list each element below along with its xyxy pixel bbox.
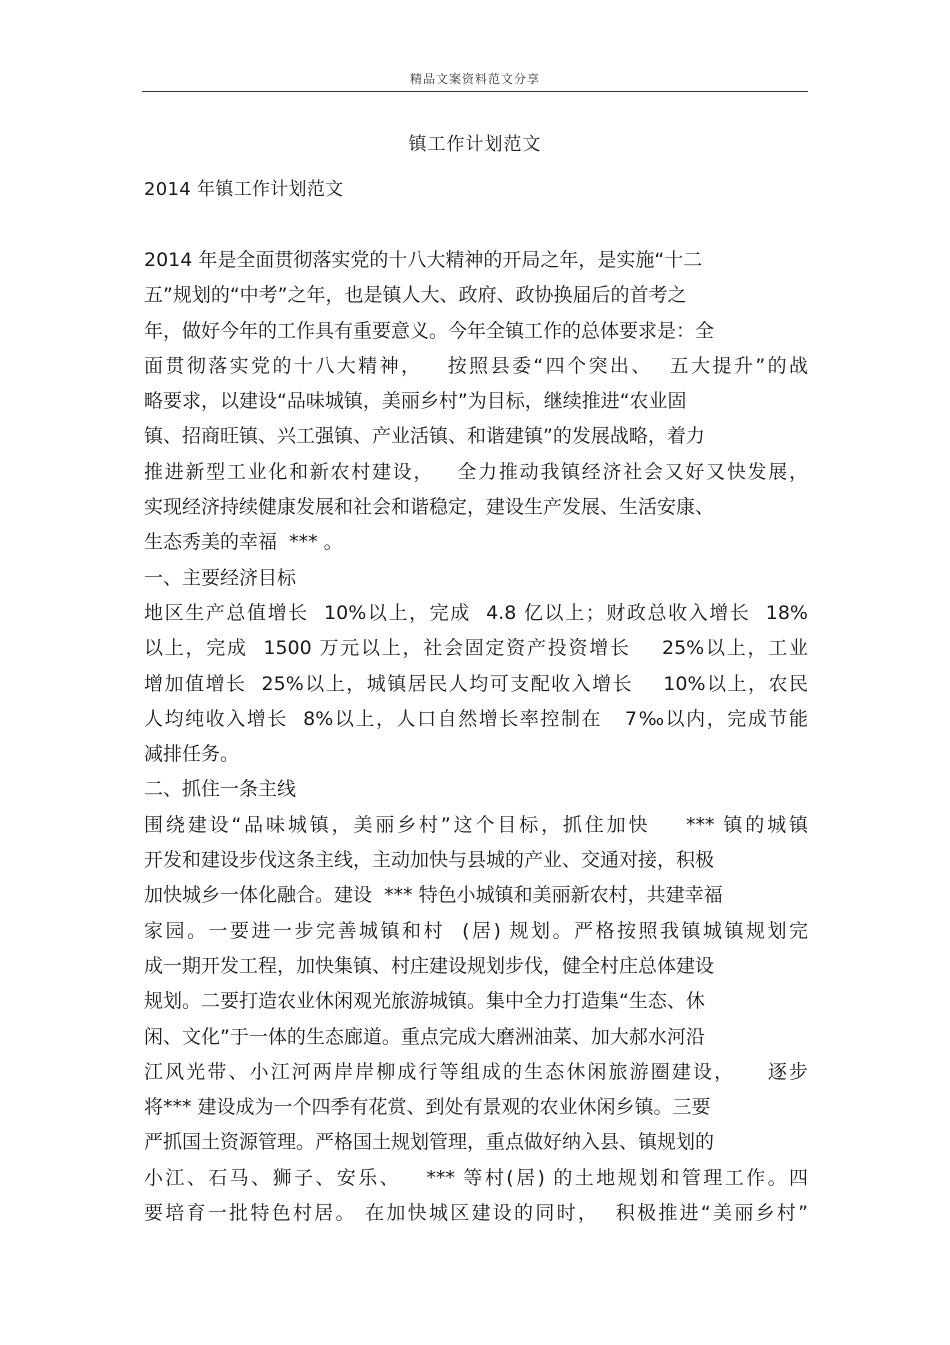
text-line: 江风光带、小江河两岸岸柳成行等组成的生态休闲旅游圈建设， 逐步 [144, 1060, 808, 1083]
text-line: 二、抓住一条主线 [144, 778, 297, 801]
text-line: 实现经济持续健康发展和社会和谐稳定，建设生产发展、生活安康、 [144, 496, 715, 519]
text-line: 增加值增长 25%以上，城镇居民人均可支配收入增长 10%以上，农民 [144, 672, 808, 695]
text-line: 生态秀美的幸福 *** 。 [144, 531, 343, 554]
text-line: 以上，完成 1500 万元以上，社会固定资产投资增长 25%以上，工业 [144, 637, 808, 660]
document-subtitle: 2014 年镇工作计划范文 [144, 179, 344, 200]
text-line: 减排任务。 [144, 743, 240, 766]
text-line: 加快城乡一体化融合。建设 *** 特色小城镇和美丽新农村，共建幸福 [144, 884, 723, 907]
text-line: 人均纯收入增长 8%以上，人口自然增长率控制在 7‰以内，完成节能 [144, 707, 808, 730]
text-line: 2014 年是全面贯彻落实党的十八大精神的开局之年，是实施“十二 [144, 249, 703, 271]
text-line: 家园。一要进一步完善城镇和村 (居) 规划。严格按照我镇城镇规划完 [144, 919, 808, 942]
text-line: 围绕建设“品味城镇，美丽乡村”这个目标，抓住加快 *** 镇的城镇 [144, 813, 808, 836]
text-line: 五”规划的“中考”之年，也是镇人大、政府、政协换届后的首考之 [144, 284, 687, 307]
text-line: 严抓国土资源管理。严格国土规划管理，重点做好纳入县、镇规划的 [144, 1131, 715, 1154]
text-line: 规划。二要打造农业休闲观光旅游城镇。集中全力打造集“生态、休 [144, 990, 705, 1013]
document-body [144, 243, 808, 1231]
text-line: 成一期开发工程，加快集镇、村庄建设规划步伐，健全村庄总体建设 [144, 954, 715, 977]
text-line: 略要求，以建设“品味城镇，美丽乡村”为目标，继续推进“农业固 [144, 390, 687, 413]
header-divider [142, 91, 808, 92]
text-line: 要培育一批特色村居。 在加快城区建设的同时， 积极推进“美丽乡村” [144, 1202, 808, 1225]
text-line: 一、主要经济目标 [144, 566, 297, 589]
text-line: 地区生产总值增长 10%以上，完成 4.8 亿以上；财政总收入增长 18% [144, 601, 808, 624]
text-line: 开发和建设步伐这条主线，主动加快与县城的产业、交通对接，积极 [144, 849, 715, 872]
text-line: 推进新型工业化和新农村建设， 全力推动我镇经济社会又好又快发展， [144, 460, 808, 483]
text-line: 将*** 建设成为一个四季有花赏、到处有景观的农业休闲乡镇。三要 [144, 1096, 711, 1119]
text-line: 小江、石马、狮子、安乐、 *** 等村(居) 的土地规划和管理工作。四 [144, 1166, 808, 1189]
text-line: 闲、文化”于一体的生态廊道。重点完成大磨洲油菜、加大郝水河沿 [144, 1025, 705, 1048]
text-line: 年，做好今年的工作具有重要意义。今年全镇工作的总体要求是：全 [144, 319, 715, 342]
document-title: 镇工作计划范文 [408, 134, 542, 155]
page-header-text: 精品文案资料范文分享 [409, 72, 540, 86]
text-line: 面贯彻落实党的十八大精神， 按照县委“四个突出、 五大提升”的战 [144, 354, 808, 377]
text-line: 镇、招商旺镇、兴工强镇、产业活镇、和谐建镇”的发展战略，着力 [144, 425, 705, 448]
